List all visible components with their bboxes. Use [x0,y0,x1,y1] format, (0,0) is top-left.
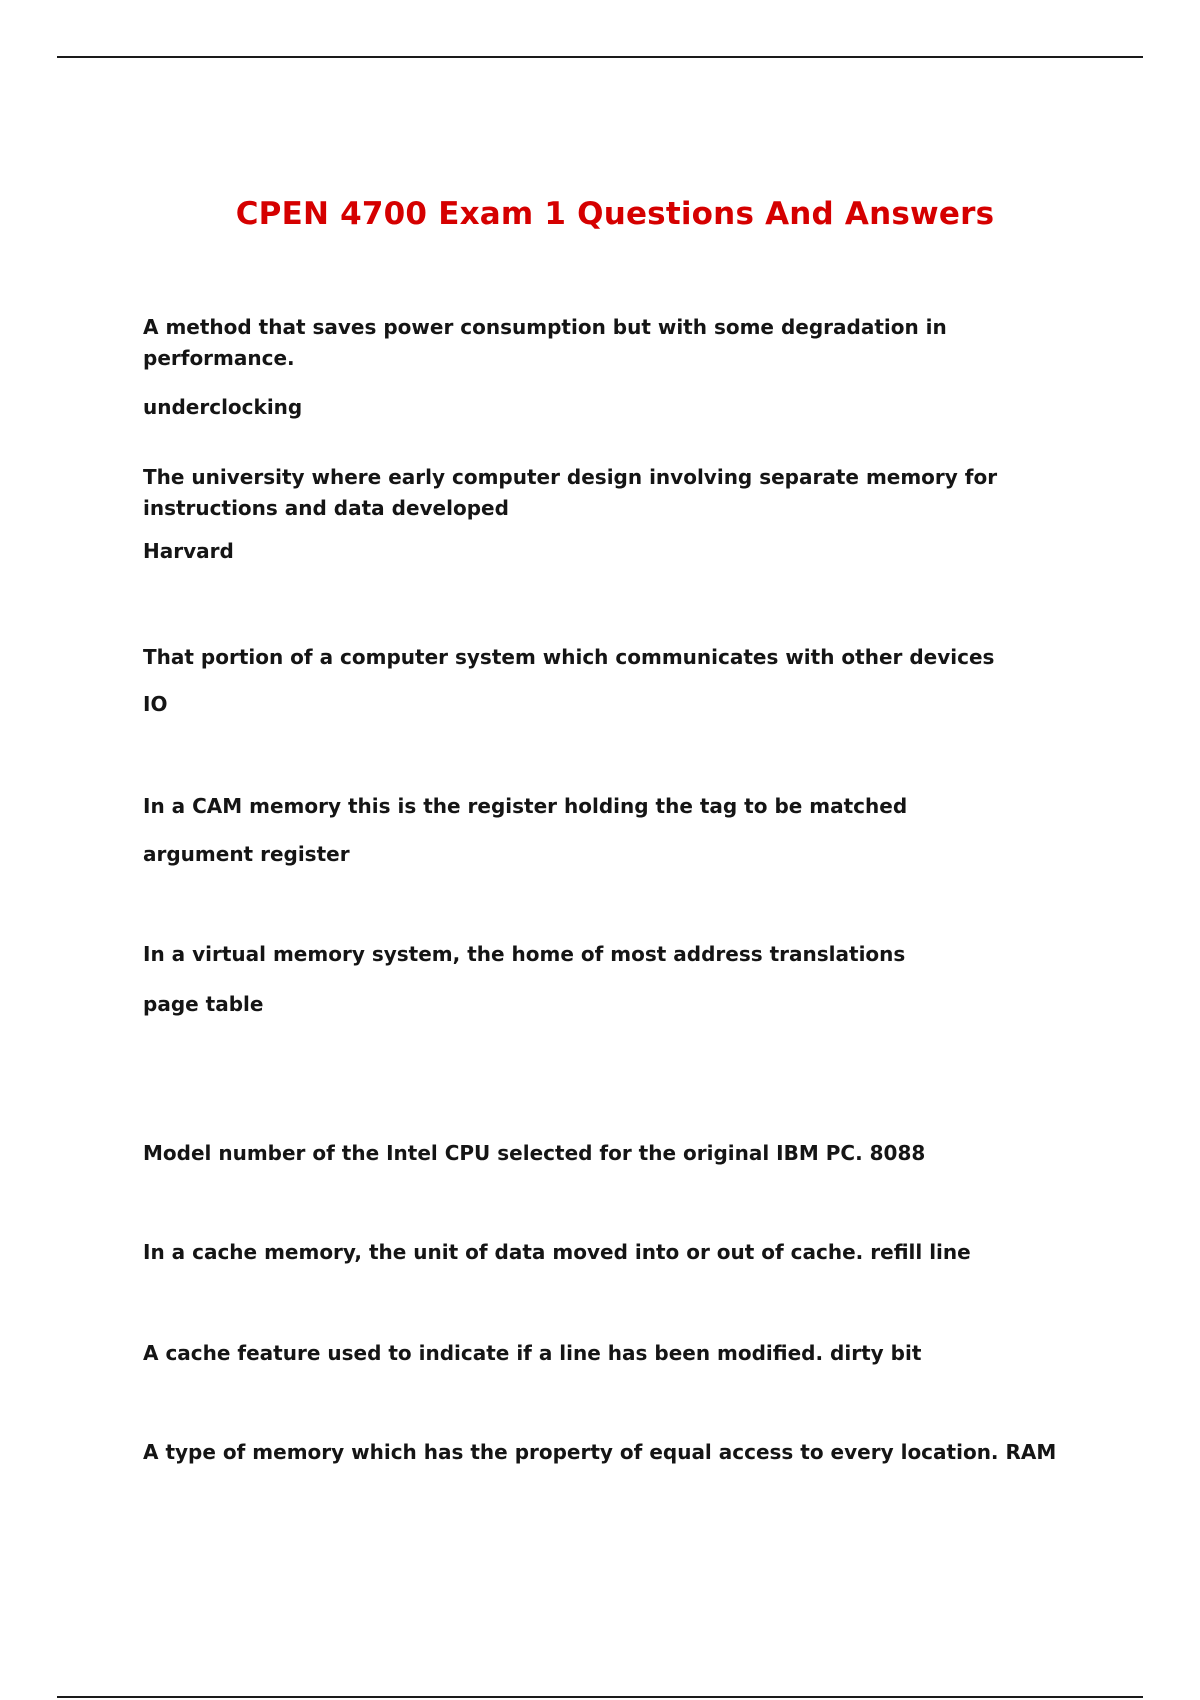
page-title: CPEN 4700 Exam 1 Questions And Answers [235,196,995,232]
question-text: A cache feature used to indicate if a line has been modified. [143,1341,824,1365]
qa-item-6 [143,1138,1103,1169]
qa-item-4 [143,791,1103,870]
inline-qa-line [143,1437,1103,1468]
qa-item-2 [143,462,1103,567]
answer-text: dirty bit [830,1341,922,1365]
question-text: In a CAM memory this is the register holding the tag to be matched [143,794,908,818]
question-text: The university where early computer design involving separate memory for instructions and data developed [143,465,998,520]
answer-text: 8088 [869,1141,926,1165]
answer-text: RAM [1005,1440,1057,1464]
qa-item-5 [143,939,1103,1020]
answer-text: page table [143,992,264,1016]
qa-item-3 [143,642,1103,720]
question-text: That portion of a computer system which communicates with other devices [143,645,995,669]
qa-item-7 [143,1237,1103,1268]
question-text: Model number of the Intel CPU selected for the original IBM PC. [143,1141,863,1165]
inline-qa-line [143,1237,1103,1268]
answer-text: IO [143,692,168,716]
inline-qa-line [143,1338,1103,1369]
qa-item-8 [143,1338,1103,1369]
qa-item-9 [143,1437,1103,1468]
question-text: In a cache memory, the unit of data moved into or out of cache. [143,1240,864,1264]
inline-qa-line [143,1138,1103,1169]
answer-text: argument register [143,842,350,866]
qa-item-1 [143,312,1103,423]
question-text: A type of memory which has the property of equal access to every location. [143,1440,999,1464]
answer-text: refill line [870,1240,971,1264]
top-rule [57,56,1143,58]
question-text: In a virtual memory system, the home of most address translations [143,942,906,966]
answer-text: Harvard [143,539,234,563]
answer-text: underclocking [143,395,303,419]
bottom-rule [57,1696,1143,1698]
question-text: A method that saves power consumption but with some degradation in performance. [143,315,947,370]
